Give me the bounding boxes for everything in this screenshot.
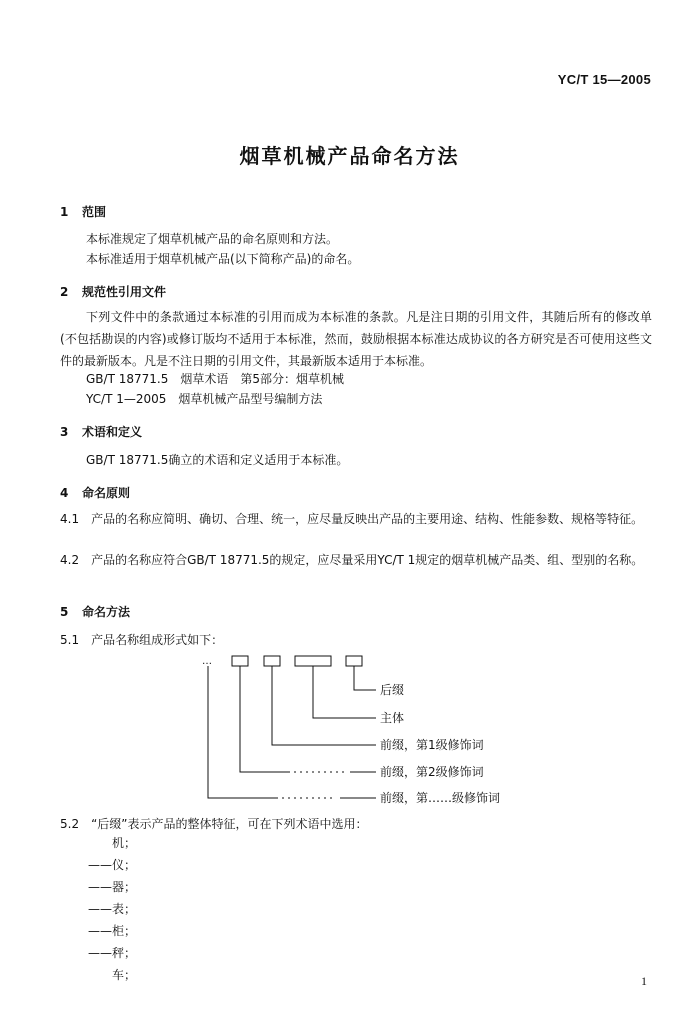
diagram-label-prefix-n: 前缀，第……级修饰词 (380, 791, 501, 805)
diagram-label-main: 主体 (380, 711, 405, 725)
section-number: 4 (60, 486, 69, 500)
suffix-term: ——柜； (88, 924, 137, 938)
diagram-box-prefix-n (232, 656, 248, 666)
suffix-term: ——器； (88, 880, 137, 894)
connector-main (313, 666, 376, 718)
section-title: 范围 (82, 205, 107, 219)
clause-5-2: 5.2 “后缀”表示产品的整体特征，可在下列术语中选用： (60, 817, 368, 831)
diagram-label-suffix: 后缀 (380, 683, 405, 697)
suffix-term: ——表； (88, 902, 137, 916)
section-title: 命名原则 (82, 486, 131, 500)
diagram-box-prefix-2 (264, 656, 280, 666)
diagram-box-suffix (346, 656, 362, 666)
diagram-label-prefix-2: 前缀，第2级修饰词 (380, 765, 484, 779)
suffix-term: 车； (111, 968, 136, 982)
section-1-para-2: 本标准适用于烟草机械产品(以下简称产品)的命名。 (86, 252, 360, 266)
section-3-text: GB/T 18771.5确立的术语和定义适用于本标准。 (86, 453, 349, 467)
section-title: 术语和定义 (82, 425, 143, 439)
section-1-para-1: 本标准规定了烟草机械产品的命名原则和方法。 (86, 232, 339, 246)
document-title: 烟草机械产品命名方法 (239, 144, 460, 168)
suffix-term-list (88, 832, 136, 986)
diagram-leading-dots: … (202, 656, 212, 667)
section-title: 规范性引用文件 (82, 285, 167, 299)
suffix-term: ——秤； (88, 946, 137, 960)
section-5-heading (60, 603, 130, 620)
section-title: 命名方法 (82, 605, 131, 619)
connector-prefix-1 (272, 666, 376, 745)
section-3-heading (60, 423, 142, 440)
section-1-heading (60, 203, 106, 220)
clause-5-1: 5.1 产品名称组成形式如下： (60, 633, 224, 647)
connector-prefix-2 (240, 666, 290, 772)
connector-prefix-n (208, 666, 278, 798)
connector-suffix (354, 666, 376, 690)
naming-structure-diagram (200, 650, 540, 815)
section-number: 5 (60, 605, 69, 619)
reference-2: YC/T 1—2005 烟草机械产品型号编制方法 (86, 392, 323, 406)
diagram-label-prefix-1: 前缀，第1级修饰词 (380, 738, 484, 752)
section-2-intro: 下列文件中的条款通过本标准的引用而成为本标准的条款。凡是注日期的引用文件，其随后所有的修改单(不包括勘误的内容)或修订版均不适用于本标准，然而，鼓励根据本标准达成协议的各方研究是否可使用这些文件的最新版本。凡是不注日期的引用文件，其最新版本适用于本标准。 (60, 310, 652, 368)
clause-4-2: 4.2 产品的名称应符合GB/T 18771.5的规定，应尽量采用YC/T 1规定的烟草机械产品类、组、型别的名称。 (60, 553, 644, 567)
clause-4-1: 4.1 产品的名称应简明、确切、合理、统一，应尽量反映出产品的主要用途、结构、性能参数、规格等特征。 (60, 512, 644, 526)
section-number: 1 (60, 205, 69, 219)
section-number: 3 (60, 425, 69, 439)
section-2-heading (60, 283, 166, 300)
section-number: 2 (60, 285, 69, 299)
reference-1: GB/T 18771.5 烟草术语 第5部分：烟草机械 (86, 372, 344, 386)
suffix-term: 机； (111, 836, 136, 850)
page-number: 1 (641, 974, 647, 988)
standard-code: YC/T 15—2005 (557, 72, 651, 87)
section-4-heading (60, 484, 130, 501)
suffix-term: ——仪； (88, 858, 137, 872)
diagram-box-main (295, 656, 331, 666)
